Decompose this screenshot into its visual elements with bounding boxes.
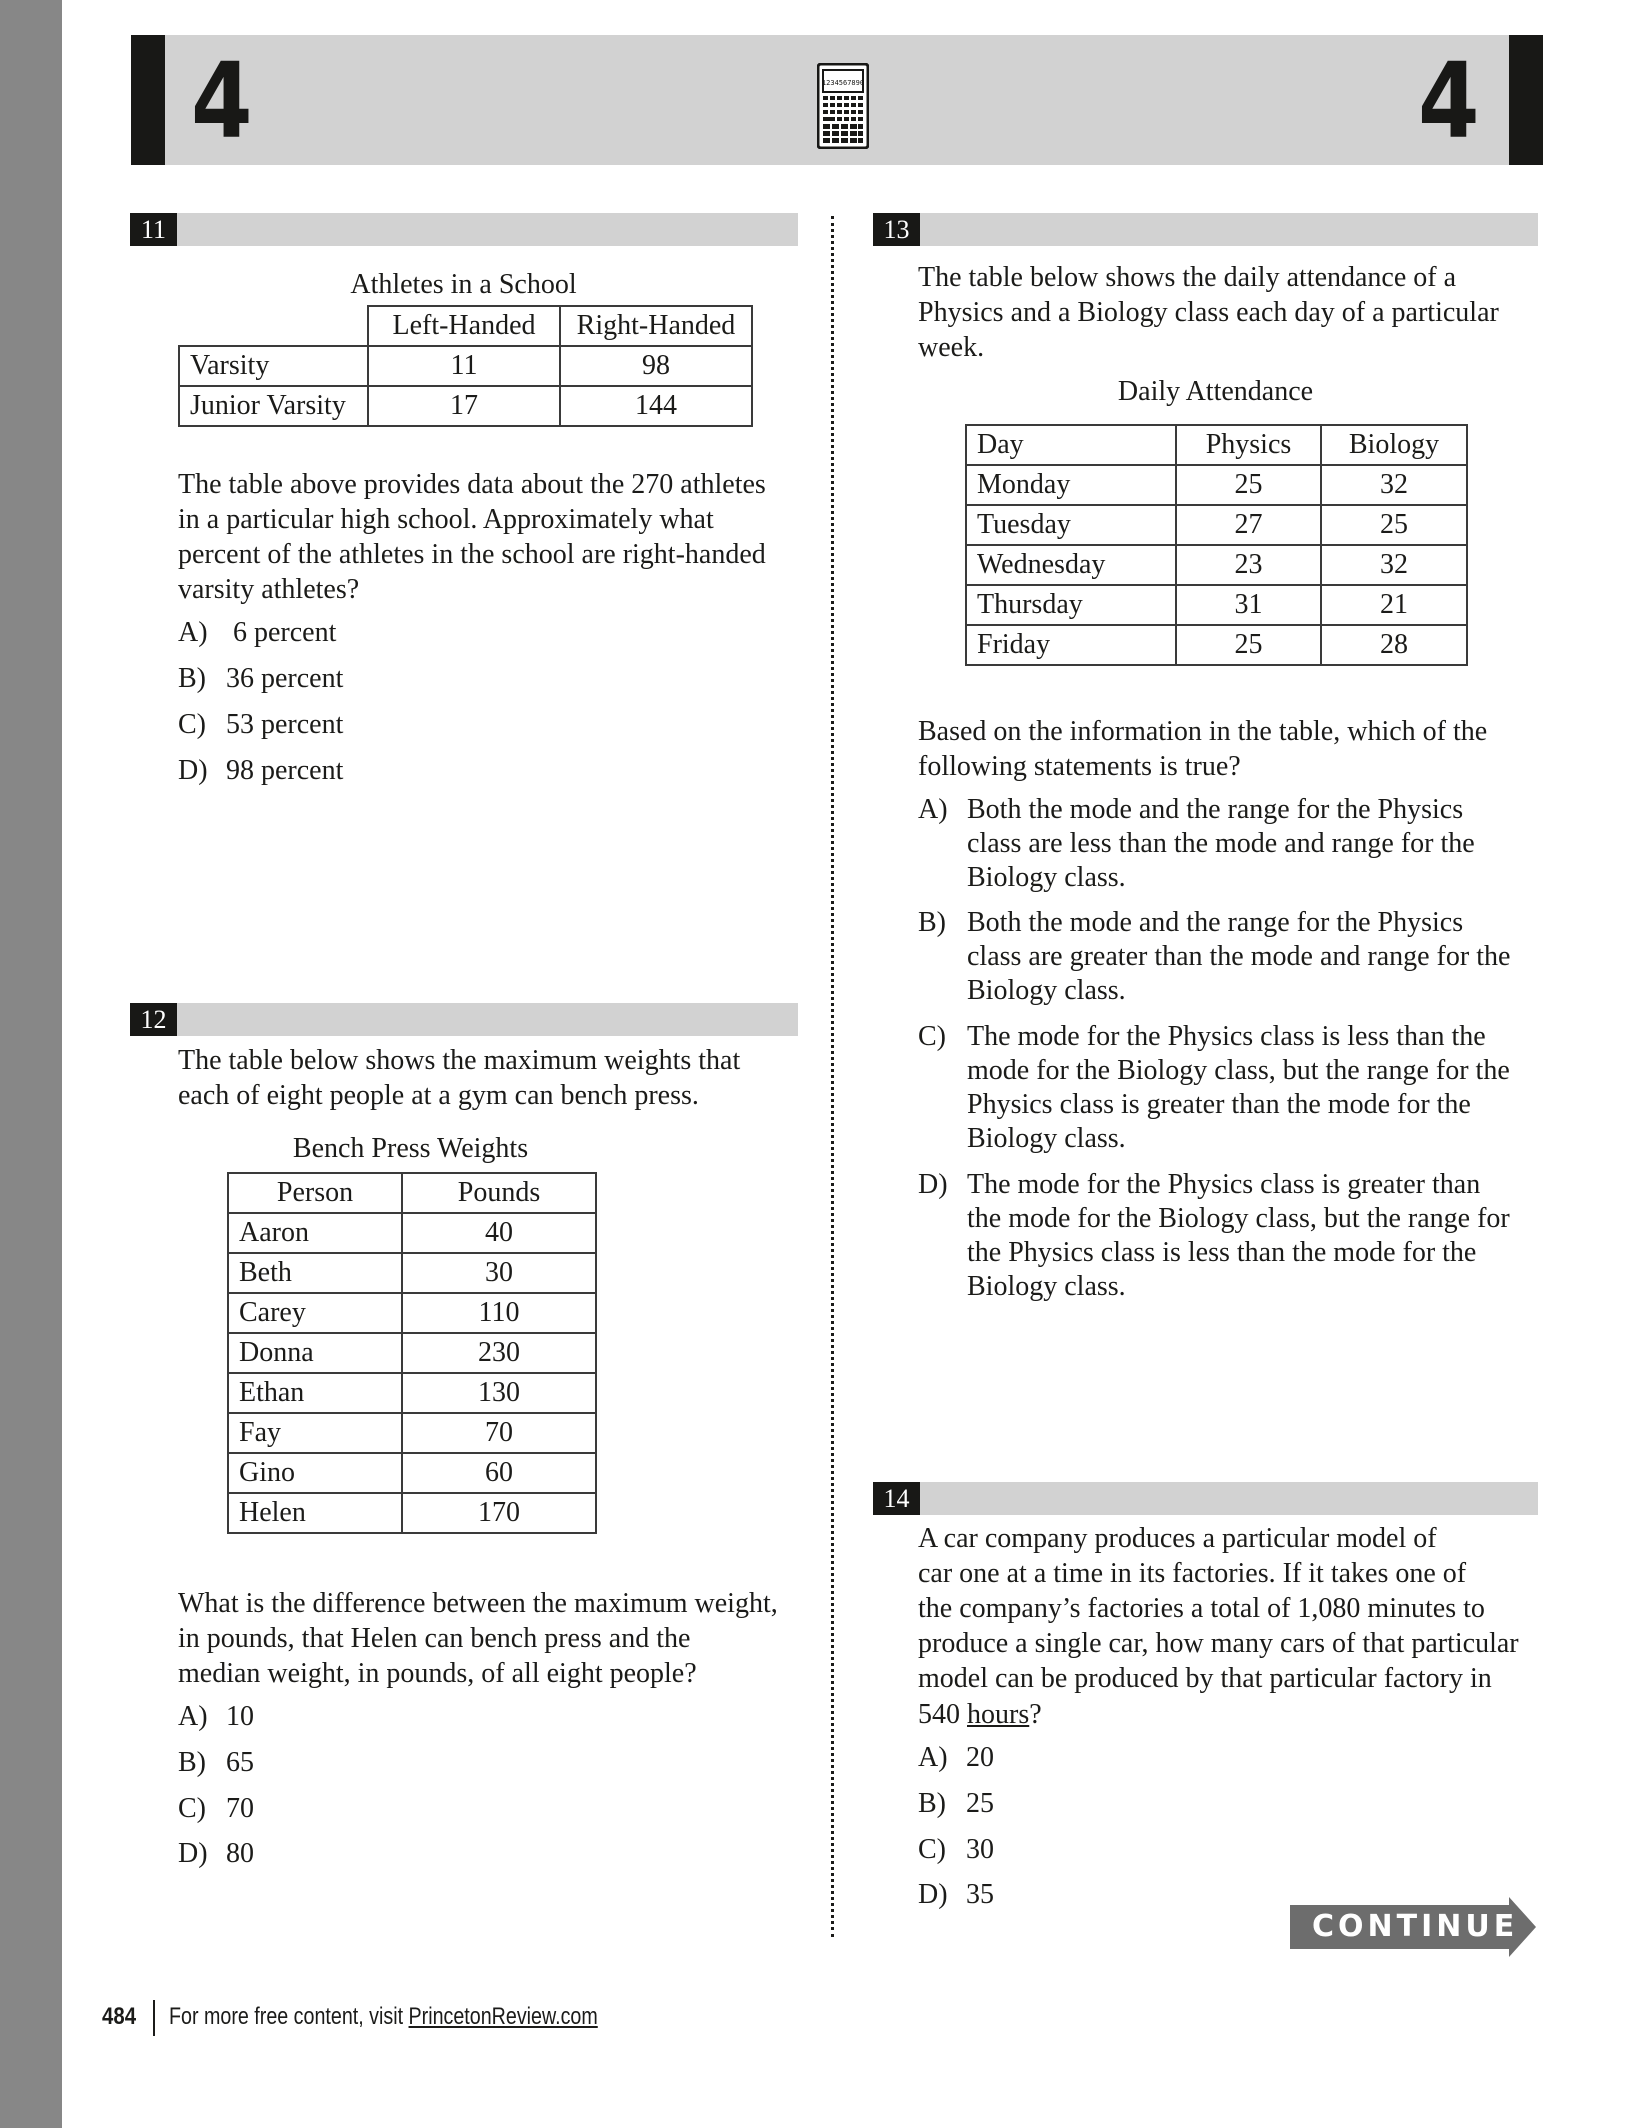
choice-text: 80 bbox=[226, 1838, 254, 1869]
choice-letter: D) bbox=[918, 1169, 948, 1200]
question-prompt-line: percent of the athletes in the school are right-handed bbox=[178, 539, 766, 570]
table-cell: 110 bbox=[402, 1293, 596, 1333]
choice-letter: D) bbox=[918, 1879, 948, 1910]
choice-text: 36 percent bbox=[226, 663, 344, 694]
table-cell: Monday bbox=[966, 465, 1176, 505]
footer-divider bbox=[153, 2000, 155, 2036]
question-prompt-line: varsity athletes? bbox=[178, 574, 360, 605]
question-prompt-line: The table above provides data about the 270 athletes bbox=[178, 469, 766, 500]
table-cell: 70 bbox=[402, 1413, 596, 1453]
table-row bbox=[228, 1453, 596, 1493]
choice-text: The mode for the Physics class is greater than the mode for the Biology class, but the range for the Physics class is less than the mode for the Biology class. bbox=[967, 1169, 1510, 1302]
choice-letter: C) bbox=[918, 1834, 946, 1865]
table-cell: 32 bbox=[1321, 465, 1467, 505]
question-prompt-line: car one at a time in its factories. If it takes one of bbox=[918, 1558, 1467, 1589]
question-intro-line: Physics and a Biology class each day of a particular bbox=[918, 297, 1499, 328]
column-divider bbox=[831, 216, 834, 1937]
question-12-bar bbox=[130, 1003, 798, 1036]
question-prompt-line bbox=[918, 1697, 1042, 1732]
table-cell: Ethan bbox=[228, 1373, 402, 1413]
choice-letter: A) bbox=[178, 1701, 208, 1732]
answer-choice-c[interactable] bbox=[918, 1833, 994, 1867]
table-row bbox=[228, 1253, 596, 1293]
answer-choice-b[interactable] bbox=[918, 906, 1518, 1008]
table-cell: Wednesday bbox=[966, 545, 1176, 585]
table-row bbox=[966, 505, 1467, 545]
choice-letter: D) bbox=[178, 755, 208, 786]
question-prompt-line: What is the difference between the maximum weight, bbox=[178, 1588, 778, 1619]
prompt-prefix: 540 bbox=[918, 1699, 967, 1730]
table-cell: Fay bbox=[228, 1413, 402, 1453]
right-header-stripe bbox=[1509, 35, 1543, 165]
question-number: 11 bbox=[130, 213, 177, 246]
table-cell: Donna bbox=[228, 1333, 402, 1373]
question-prompt-line: produce a single car, how many cars of that particular bbox=[918, 1628, 1519, 1659]
table-cell: 28 bbox=[1321, 625, 1467, 665]
choice-letter: C) bbox=[918, 1021, 946, 1052]
table-header-cell: Left-Handed bbox=[368, 306, 560, 346]
choice-letter: A) bbox=[918, 794, 948, 825]
choice-text: 65 bbox=[226, 1747, 254, 1778]
table-row bbox=[228, 1293, 596, 1333]
choice-letter: D) bbox=[178, 1838, 208, 1869]
table-row bbox=[228, 1213, 596, 1253]
daily-attendance-table bbox=[965, 424, 1468, 666]
table-row bbox=[966, 545, 1467, 585]
table-cell: Gino bbox=[228, 1453, 402, 1493]
answer-choice-d[interactable] bbox=[178, 754, 343, 788]
table-cell: 98 bbox=[560, 346, 752, 386]
table-cell: 32 bbox=[1321, 545, 1467, 585]
choice-text: 20 bbox=[966, 1742, 994, 1773]
answer-choice-d[interactable] bbox=[918, 1168, 1518, 1304]
choice-letter: A) bbox=[178, 617, 208, 648]
calculator-icon bbox=[817, 63, 869, 149]
question-number: 14 bbox=[873, 1482, 920, 1515]
table-header-cell: Physics bbox=[1176, 425, 1321, 465]
table-header-cell bbox=[179, 306, 368, 346]
table-row bbox=[966, 585, 1467, 625]
table-header-row bbox=[966, 425, 1467, 465]
section-header bbox=[131, 35, 1543, 165]
continue-label: CONTINUE bbox=[1312, 1909, 1519, 1944]
table-cell: Junior Varsity bbox=[179, 386, 368, 426]
table-cell: 21 bbox=[1321, 585, 1467, 625]
answer-choice-b[interactable] bbox=[918, 1787, 994, 1821]
choice-text: The mode for the Physics class is less than the mode for the Biology class, but the range for the Physics class is greater than the mode for the Biology class. bbox=[967, 1021, 1510, 1154]
answer-choice-c[interactable] bbox=[178, 1792, 254, 1826]
question-intro-line: The table below shows the daily attendance of a bbox=[918, 262, 1457, 293]
underlined-word: hours bbox=[967, 1699, 1030, 1730]
left-header-stripe bbox=[131, 35, 165, 165]
question-prompt-line: A car company produces a particular model of bbox=[918, 1523, 1437, 1554]
bench-press-table bbox=[227, 1172, 597, 1534]
table-cell: Helen bbox=[228, 1493, 402, 1533]
table-cell: 60 bbox=[402, 1453, 596, 1493]
table-cell: Beth bbox=[228, 1253, 402, 1293]
answer-choice-d[interactable] bbox=[178, 1837, 254, 1871]
question-intro-line: week. bbox=[918, 332, 985, 363]
question-14-bar bbox=[873, 1482, 1538, 1515]
answer-choice-c[interactable] bbox=[178, 708, 343, 742]
table-cell: 27 bbox=[1176, 505, 1321, 545]
question-11-bar bbox=[130, 213, 798, 246]
question-13-bar bbox=[873, 213, 1538, 246]
choice-letter: C) bbox=[178, 709, 206, 740]
table-cell: Carey bbox=[228, 1293, 402, 1333]
table-title: Bench Press Weights bbox=[292, 1133, 529, 1164]
table-cell: 25 bbox=[1176, 465, 1321, 505]
table-header-cell: Person bbox=[228, 1173, 402, 1213]
athletes-table bbox=[178, 305, 753, 427]
choice-text: 70 bbox=[226, 1793, 254, 1824]
question-prompt-line: model can be produced by that particular factory in bbox=[918, 1663, 1492, 1694]
question-prompt-line: following statements is true? bbox=[918, 751, 1241, 782]
table-cell: 25 bbox=[1176, 625, 1321, 665]
table-row bbox=[228, 1413, 596, 1453]
table-cell: 40 bbox=[402, 1213, 596, 1253]
choice-text: Both the mode and the range for the Physics class are less than the mode and range for the Biology class. bbox=[967, 794, 1475, 893]
table-header-row bbox=[179, 306, 752, 346]
choice-text: 6 percent bbox=[226, 617, 337, 648]
table-cell: 23 bbox=[1176, 545, 1321, 585]
continue-button[interactable] bbox=[1290, 1897, 1538, 1957]
answer-choice-c[interactable] bbox=[918, 1020, 1518, 1156]
choice-text: 98 percent bbox=[226, 755, 344, 786]
answer-choice-a[interactable] bbox=[178, 616, 336, 650]
table-row bbox=[228, 1333, 596, 1373]
table-cell: Thursday bbox=[966, 585, 1176, 625]
table-header-row bbox=[228, 1173, 596, 1213]
section-number-left: 4 bbox=[191, 40, 253, 162]
choice-letter: B) bbox=[178, 663, 206, 694]
answer-choice-a[interactable] bbox=[918, 793, 1518, 895]
table-cell: 25 bbox=[1321, 505, 1467, 545]
table-header-cell: Right-Handed bbox=[560, 306, 752, 346]
question-number: 13 bbox=[873, 213, 920, 246]
table-cell: 17 bbox=[368, 386, 560, 426]
calculator-screen-text: 1234567890 bbox=[821, 79, 865, 87]
answer-choice-b[interactable] bbox=[178, 662, 343, 696]
choice-text: 25 bbox=[966, 1788, 994, 1819]
choice-text: 30 bbox=[966, 1834, 994, 1865]
table-cell: Friday bbox=[966, 625, 1176, 665]
choice-text: 53 percent bbox=[226, 709, 344, 740]
table-title: Daily Attendance bbox=[1117, 376, 1314, 407]
prompt-suffix: ? bbox=[1029, 1699, 1042, 1730]
table-row bbox=[179, 386, 752, 426]
question-prompt-line: median weight, in pounds, of all eight people? bbox=[178, 1658, 697, 1689]
table-row bbox=[179, 346, 752, 386]
princeton-review-link[interactable]: PrincetonReview.com bbox=[408, 2003, 598, 2031]
table-cell: 11 bbox=[368, 346, 560, 386]
table-row bbox=[228, 1493, 596, 1533]
choice-letter: B) bbox=[918, 1788, 946, 1819]
choice-text: 10 bbox=[226, 1701, 254, 1732]
choice-letter: B) bbox=[918, 907, 946, 938]
table-title: Athletes in a School bbox=[350, 269, 577, 300]
table-row bbox=[966, 625, 1467, 665]
question-number: 12 bbox=[130, 1003, 177, 1036]
table-cell: Aaron bbox=[228, 1213, 402, 1253]
answer-choice-a[interactable] bbox=[178, 1700, 254, 1734]
table-header-cell: Pounds bbox=[402, 1173, 596, 1213]
question-prompt-line: in a particular high school. Approximately what bbox=[178, 504, 714, 535]
footer-message bbox=[169, 2001, 598, 2033]
table-row bbox=[228, 1373, 596, 1413]
answer-choice-a[interactable] bbox=[918, 1741, 994, 1775]
choice-text: Both the mode and the range for the Physics class are greater than the mode and range for the Biology class. bbox=[967, 907, 1511, 1006]
choice-letter: A) bbox=[918, 1742, 948, 1773]
section-number-right: 4 bbox=[1418, 40, 1480, 162]
table-row bbox=[966, 465, 1467, 505]
choice-text: 35 bbox=[966, 1879, 994, 1910]
page-footer bbox=[99, 2000, 692, 2036]
question-intro-line: each of eight people at a gym can bench press. bbox=[178, 1080, 699, 1111]
answer-choice-b[interactable] bbox=[178, 1746, 254, 1780]
table-cell: 230 bbox=[402, 1333, 596, 1373]
page-margin-bar bbox=[0, 0, 62, 2128]
question-prompt-line: the company’s factories a total of 1,080 minutes to bbox=[918, 1593, 1485, 1624]
question-prompt-line: in pounds, that Helen can bench press and the bbox=[178, 1623, 691, 1654]
choice-letter: C) bbox=[178, 1793, 206, 1824]
table-cell: Tuesday bbox=[966, 505, 1176, 545]
table-header-cell: Day bbox=[966, 425, 1176, 465]
answer-choice-d[interactable] bbox=[918, 1878, 994, 1912]
page-number: 484 bbox=[102, 2003, 137, 2031]
question-prompt-line: Based on the information in the table, which of the bbox=[918, 716, 1488, 747]
table-cell: 31 bbox=[1176, 585, 1321, 625]
table-header-cell: Biology bbox=[1321, 425, 1467, 465]
choice-letter: B) bbox=[178, 1747, 206, 1778]
question-intro-line: The table below shows the maximum weights that bbox=[178, 1045, 741, 1076]
table-cell: 144 bbox=[560, 386, 752, 426]
table-cell: 30 bbox=[402, 1253, 596, 1293]
footer-text: For more free content, visit bbox=[169, 2003, 409, 2031]
table-cell: 170 bbox=[402, 1493, 596, 1533]
table-cell: Varsity bbox=[179, 346, 368, 386]
table-cell: 130 bbox=[402, 1373, 596, 1413]
